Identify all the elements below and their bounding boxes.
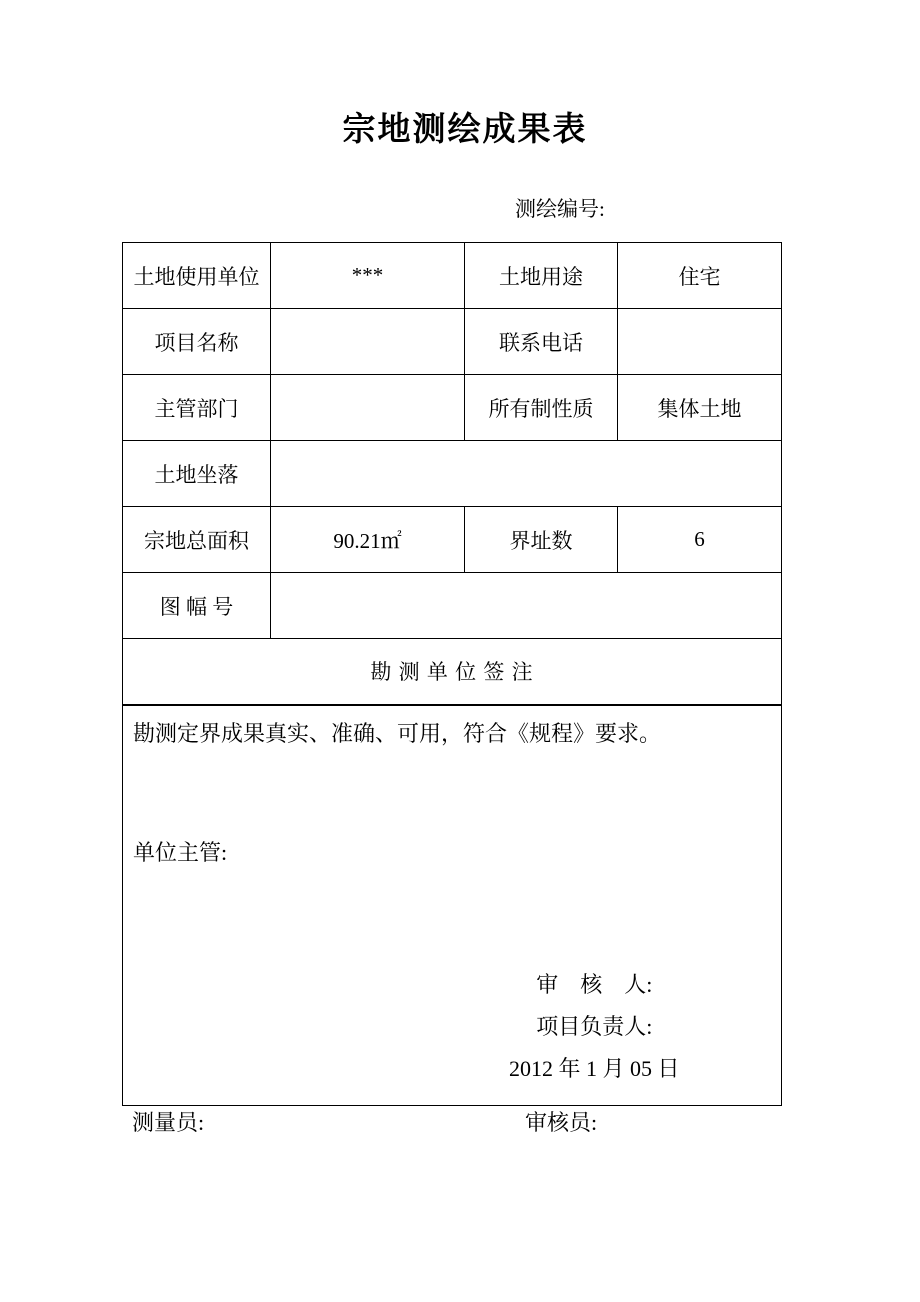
unit-manager-label: 单位主管:	[133, 839, 228, 865]
table-row	[123, 573, 782, 639]
table-row	[123, 705, 782, 1106]
reviewer-label: 审 核 人:	[536, 971, 653, 997]
table-row	[123, 441, 782, 507]
section-header-survey-unit-endorsement: 勘 测 单 位 签 注	[123, 639, 782, 705]
checker-label: 审核员:	[525, 1110, 598, 1135]
value-project-name	[271, 309, 465, 375]
value-map-sheet-number	[271, 573, 782, 639]
table-row	[123, 507, 782, 573]
table-row	[123, 243, 782, 309]
endorsement-content	[123, 706, 781, 1105]
value-ownership-type: 集体土地	[618, 375, 782, 441]
signature-block	[509, 964, 680, 1090]
label-supervising-dept: 主管部门	[123, 375, 271, 441]
label-land-location: 土地坐落	[123, 441, 271, 507]
value-supervising-dept	[271, 375, 465, 441]
table-row	[123, 639, 782, 705]
label-land-purpose: 土地用途	[465, 243, 618, 309]
label-total-parcel-area: 宗地总面积	[123, 507, 271, 573]
label-map-sheet-number: 图 幅 号	[123, 573, 271, 639]
value-land-purpose: 住宅	[618, 243, 782, 309]
endorsement-cell	[123, 705, 782, 1106]
value-contact-phone	[618, 309, 782, 375]
page-title: 宗地测绘成果表	[342, 112, 588, 148]
table-row	[123, 375, 782, 441]
label-land-use-unit: 土地使用单位	[123, 243, 271, 309]
value-boundary-point-count: 6	[618, 507, 782, 573]
value-land-location	[271, 441, 782, 507]
label-project-name: 项目名称	[123, 309, 271, 375]
value-total-parcel-area: 90.21㎡	[271, 507, 465, 573]
parcel-survey-table	[122, 242, 782, 1106]
endorsement-statement: 勘测定界成果真实、准确、可用，符合《规程》要求。	[133, 720, 662, 746]
endorsement-date: 2012 年 1 月 05 日	[509, 1055, 680, 1081]
project-lead-label: 项目负责人:	[536, 1013, 653, 1039]
value-land-use-unit: ***	[271, 243, 465, 309]
table-row	[123, 309, 782, 375]
label-ownership-type: 所有制性质	[465, 375, 618, 441]
label-contact-phone: 联系电话	[465, 309, 618, 375]
survey-number-label: 测绘编号:	[515, 197, 605, 221]
surveyor-label: 测量员:	[132, 1110, 205, 1135]
label-boundary-point-count: 界址数	[465, 507, 618, 573]
